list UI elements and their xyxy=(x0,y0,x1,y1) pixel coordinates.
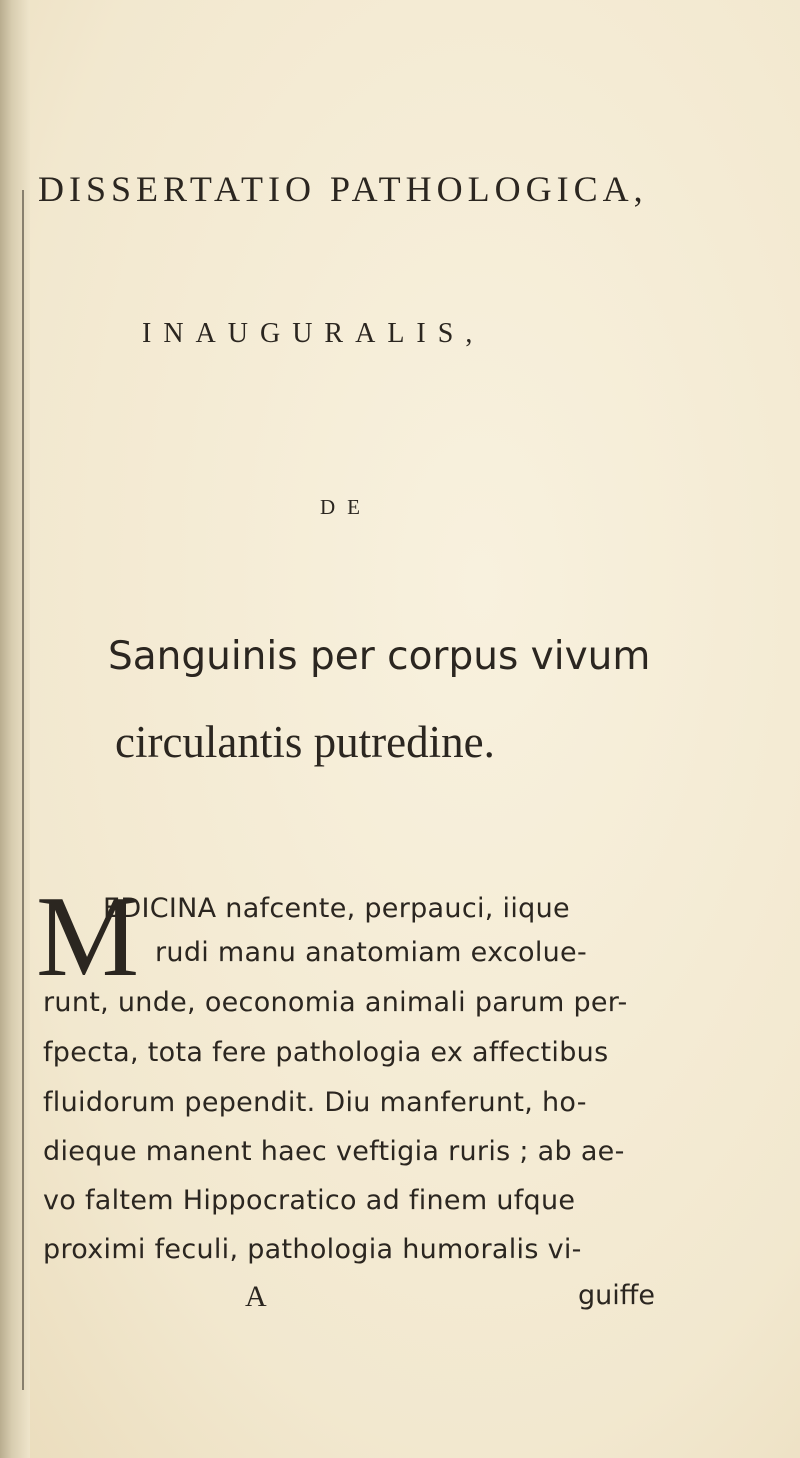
gutter-edge-line xyxy=(22,190,24,1390)
body-line: EDICINA nafcente, perpauci, iique xyxy=(103,893,570,924)
title-line-inauguralis: INAUGURALIS, xyxy=(142,318,485,349)
title-line-de: DE xyxy=(320,495,372,519)
body-line: vo faltem Hippocratico ad finem ufque xyxy=(43,1185,576,1216)
title-line-circulantis: circulantis putredine. xyxy=(115,717,495,767)
body-line: dieque manent haec veftigia ruris ; ab ae- xyxy=(43,1136,625,1167)
title-line-sanguinis: Sanguinis per corpus vivum xyxy=(108,634,651,679)
body-line: fpecta, tota fere pathologia ex affectibus xyxy=(43,1037,609,1068)
title-line-dissertatio: DISSERTATIO PATHOLOGICA, xyxy=(38,169,648,209)
body-line: rudi manu anatomiam excolue- xyxy=(155,937,588,968)
drop-capital: M xyxy=(36,873,140,1001)
signature-mark: A xyxy=(245,1280,267,1313)
body-line: fluidorum pependit. Diu manferunt, ho- xyxy=(43,1087,587,1118)
body-line: runt, unde, oeconomia animali parum per- xyxy=(43,987,628,1018)
catchword: guiffe xyxy=(578,1280,655,1311)
body-line: proximi feculi, pathologia humoralis vi- xyxy=(43,1234,582,1265)
page-gutter-shadow xyxy=(0,0,30,1458)
